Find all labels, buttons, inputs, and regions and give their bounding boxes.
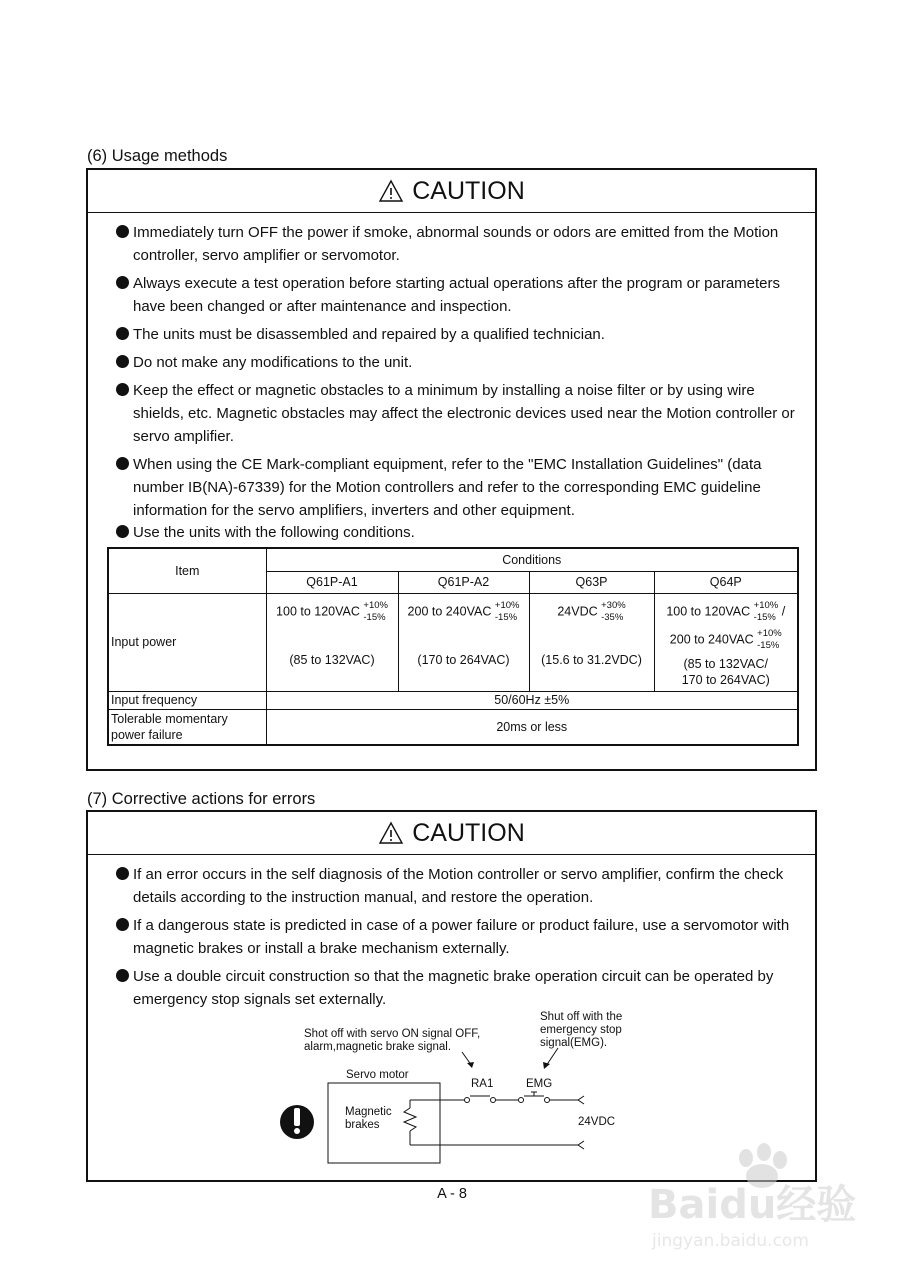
servo-off-note: Shot off with servo ON signal OFF, alarm,magnetic brake signal. [304, 1028, 481, 1053]
list-item: Use a double circuit construction so that the magnetic brake operation circuit can be operated by emergency stop signals set externally. [116, 965, 803, 1011]
model-header: Q64P [654, 571, 798, 593]
list-item: If an error occurs in the self diagnosis of the Motion controller or servo amplifier, confirm the check details according to the instruction manual, and restore the operation. [116, 863, 803, 909]
bullet-icon [116, 525, 129, 538]
brake-coil-symbol [404, 1108, 416, 1131]
item-header: Item [108, 548, 266, 593]
baidu-watermark-logo [640, 1140, 880, 1260]
input-power-q61p-a2: 200 to 240VAC +10% -15% (170 to 264VAC) [398, 593, 529, 691]
caution-box-usage [86, 168, 817, 771]
ra1-arrow [467, 1062, 474, 1068]
list-item: The units must be disassembled and repaired by a qualified technician. [116, 323, 803, 346]
input-power-label: Input power [108, 593, 266, 691]
emg-arrow [543, 1062, 550, 1069]
emg-contact-left [519, 1098, 524, 1103]
bullet-icon [116, 383, 129, 396]
magnetic-brakes-label: Magnetic brakes [345, 1106, 392, 1131]
emg-label: EMG [526, 1078, 553, 1090]
model-header: Q61P-A2 [398, 571, 529, 593]
section-7-heading: (7) Corrective actions for errors [87, 790, 316, 808]
circuit-lines [88, 812, 815, 1180]
caution-title: CAUTION [412, 176, 525, 205]
input-frequency-value: 50/60Hz ±5% [266, 691, 798, 709]
emg-note: Shut off with the emergency stop signal(EMG). [540, 1011, 623, 1049]
model-header: Q63P [529, 571, 654, 593]
mandatory-exclamation-icon [280, 1105, 314, 1139]
input-power-q61p-a1: 100 to 120VAC +10% -15% (85 to 132VAC) [266, 593, 398, 691]
list-item: Keep the effect or magnetic obstacles to a minimum by installing a noise filter or by using wire shields, etc. Magnetic obstacles may affect the electronic devices used near the Motion controller or servo amplifier. [116, 379, 803, 448]
supply-label: 24VDC [578, 1116, 616, 1128]
bullet-icon [116, 225, 129, 238]
tolerable-failure-value: 20ms or less [266, 709, 798, 745]
list-item: If a dangerous state is predicted in case of a power failure or product failure, use a servomotor with magnetic brakes or install a brake mechanism externally. [116, 914, 803, 960]
list-item: Always execute a test operation before starting actual operations after the program or parameters have been changed or after maintenance and inspection. [116, 272, 803, 318]
list-item: Use the units with the following conditions. [116, 521, 803, 544]
bullet-icon [116, 355, 129, 368]
bullet-icon [116, 327, 129, 340]
caution-box-errors [86, 810, 817, 1182]
caution-title: CAUTION [412, 818, 525, 847]
list-item: Immediately turn OFF the power if smoke, abnormal sounds or odors are emitted from the Motion controller, servo amplifier or servomotor. [116, 221, 803, 267]
ra1-label: RA1 [471, 1078, 494, 1090]
section-6-heading: (6) Usage methods [87, 147, 228, 165]
bullet-icon [116, 457, 129, 470]
conditions-table [107, 547, 799, 746]
page-number: A - 8 [437, 1186, 467, 1202]
ra1-contact-left [465, 1098, 470, 1103]
caution-header [88, 170, 815, 213]
warning-triangle-icon [378, 179, 404, 203]
emg-contact-right [545, 1098, 550, 1103]
bullet-icon [116, 276, 129, 289]
model-header: Q61P-A1 [266, 571, 398, 593]
watermark-text: Baidu经验 [648, 1182, 857, 1228]
input-frequency-label: Input frequency [108, 691, 266, 709]
servo-motor-label: Servo motor [346, 1069, 409, 1081]
tolerable-failure-label: Tolerable momentary power failure [108, 709, 266, 745]
conditions-header: Conditions [266, 548, 798, 571]
watermark-url: jingyan.baidu.com [652, 1231, 809, 1251]
input-power-q64p: 100 to 120VAC +10% -15% / 200 to 240VAC +10% -15% (85 to 132VAC/ 170 to 264VAC) [654, 593, 798, 691]
ra1-contact-right [491, 1098, 496, 1103]
list-item: Do not make any modifications to the unit. [116, 351, 803, 374]
servo-motor-box [328, 1083, 440, 1163]
input-power-q63p: 24VDC +30% -35% (15.6 to 31.2VDC) [529, 593, 654, 691]
terminal-arrow-bottom [578, 1141, 584, 1149]
list-item: When using the CE Mark-compliant equipment, refer to the "EMC Installation Guidelines" (data number IB(NA)-67339) for the Motion controllers and refer to the corresponding EMC guideline information for the servo amplifiers, inverters and other equipment. [116, 453, 803, 522]
terminal-arrow-top [578, 1096, 584, 1104]
